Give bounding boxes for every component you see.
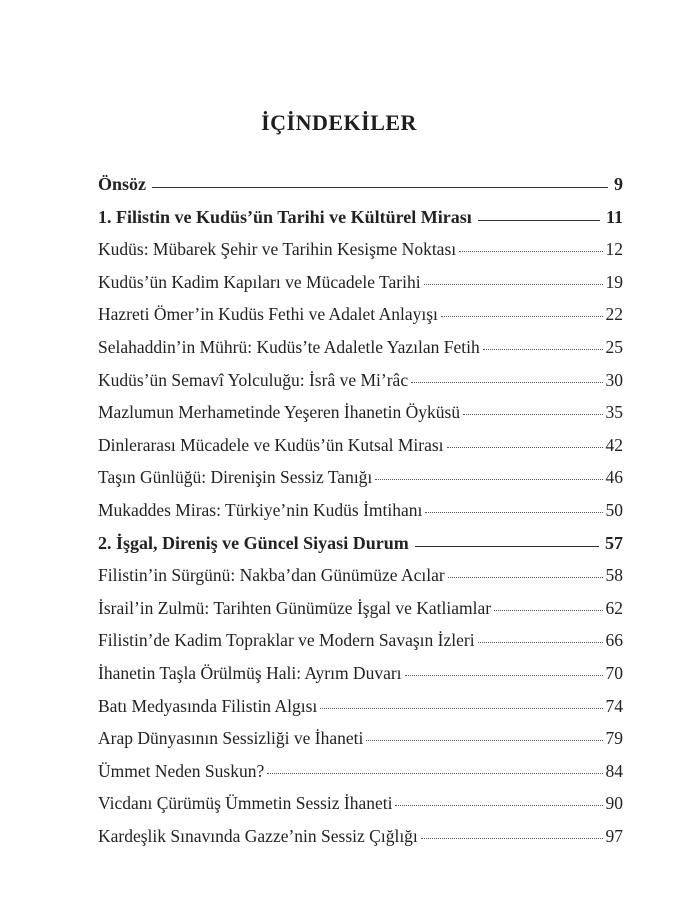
toc-entry-label: Vicdanı Çürümüş Ümmetin Sessiz İhaneti [98, 793, 393, 814]
toc-leader-dots [366, 740, 602, 741]
toc-leader-dots [425, 512, 602, 513]
toc-entry-label: 2. İşgal, Direniş ve Güncel Siyasi Durum [98, 532, 409, 553]
toc-entry [98, 761, 623, 794]
toc-leader-dots [463, 414, 602, 415]
toc-entry-label: Mazlumun Merhametinde Yeşeren İhanetin Öyküsü [98, 402, 461, 423]
toc-entry [98, 696, 623, 729]
toc-leader-dots [421, 838, 603, 839]
toc-entry-label: Dinlerarası Mücadele ve Kudüs’ün Kutsal Mirası [98, 434, 444, 455]
toc-entry-page: 70 [605, 662, 623, 683]
toc-entry-label: Ümmet Neden Suskun? [98, 760, 265, 781]
toc-entry-onsoz [98, 174, 623, 207]
toc-entry [98, 304, 623, 337]
toc-entry-page: 22 [605, 304, 623, 325]
toc-leader-dots [483, 349, 603, 350]
toc-entry [98, 500, 623, 533]
toc-leader-dots [267, 773, 602, 774]
toc-entry-page: 19 [605, 271, 623, 292]
toc-entry-label: Taşın Günlüğü: Direnişin Sessiz Tanığı [98, 467, 373, 488]
toc-leader-line [415, 546, 599, 547]
toc-entry [98, 370, 623, 403]
toc-entry-label: Kardeşlik Sınavında Gazze’nin Sessiz Çığlığı [98, 825, 418, 846]
toc-entry [98, 598, 623, 631]
toc-entry-label: Filistin’in Sürgünü: Nakba’dan Günümüze Acılar [98, 565, 445, 586]
toc-entry [98, 402, 623, 435]
toc-entry-page: 62 [605, 597, 623, 618]
toc-entry-page: 97 [605, 825, 623, 846]
toc-leader-dots [375, 479, 602, 480]
toc-entry-label: Selahaddin’in Mührü: Kudüs’te Adaletle Yazılan Fetih [98, 336, 480, 357]
toc-entry-label: İsrail’in Zulmü: Tarihten Günümüze İşgal ve Katliamlar [98, 597, 492, 618]
toc-entry-page: 58 [605, 565, 623, 586]
toc-entry-label: Arap Dünyasının Sessizliği ve İhaneti [98, 728, 364, 749]
toc-leader-dots [320, 708, 602, 709]
page-title: İÇİNDEKİLER [261, 110, 417, 135]
toc-entry [98, 565, 623, 598]
toc-entry-chapter-2 [98, 533, 623, 566]
toc-entry-page: 35 [605, 402, 623, 423]
toc-entry [98, 728, 623, 761]
toc-entry [98, 793, 623, 826]
toc-entry-label: Kudüs: Mübarek Şehir ve Tarihin Kesişme Noktası [98, 239, 457, 260]
toc-entry-label: İhanetin Taşla Örülmüş Hali: Ayrım Duvarı [98, 662, 402, 683]
toc-leader-dots [424, 284, 603, 285]
toc-entry-page: 79 [605, 728, 623, 749]
toc-entry-page: 46 [605, 467, 623, 488]
toc-leader-line [478, 220, 600, 221]
toc-entry [98, 630, 623, 663]
toc-entry-label: 1. Filistin ve Kudüs’ün Tarihi ve Kültürel Mirası [98, 206, 472, 227]
toc-leader-dots [478, 642, 603, 643]
toc-entry-label: Filistin’de Kadim Topraklar ve Modern Savaşın İzleri [98, 630, 475, 651]
toc-leader-line [152, 187, 608, 188]
toc-entry-page: 50 [605, 499, 623, 520]
toc-leader-dots [447, 447, 603, 448]
toc-leader-dots [411, 382, 602, 383]
toc-entry-page: 66 [605, 630, 623, 651]
toc-entry [98, 239, 623, 272]
toc-entry-page: 25 [605, 336, 623, 357]
toc-entry [98, 272, 623, 305]
toc-leader-dots [441, 316, 603, 317]
toc-entry-label: Mukaddes Miras: Türkiye’nin Kudüs İmtihanı [98, 499, 423, 520]
toc-entry-page: 74 [605, 695, 623, 716]
toc-entry-page: 12 [605, 239, 623, 260]
toc-leader-dots [395, 805, 602, 806]
toc-leader-dots [405, 675, 603, 676]
toc-leader-dots [494, 610, 602, 611]
toc-entry-label: Önsöz [98, 174, 147, 194]
toc-entry-page: 30 [605, 369, 623, 390]
toc-entry-page: 9 [614, 174, 623, 194]
toc-entry-page: 57 [605, 532, 623, 553]
toc-leader-dots [459, 251, 602, 252]
toc-entry-page: 90 [605, 793, 623, 814]
table-of-contents [98, 174, 623, 858]
toc-entry-label: Kudüs’ün Kadim Kapıları ve Mücadele Tarihi [98, 271, 421, 292]
toc-entry [98, 663, 623, 696]
toc-entry-page: 84 [605, 760, 623, 781]
toc-leader-dots [448, 577, 603, 578]
toc-entry-page: 11 [605, 206, 623, 227]
toc-entry [98, 337, 623, 370]
toc-entry [98, 826, 623, 859]
toc-entry-label: Hazreti Ömer’in Kudüs Fethi ve Adalet Anlayışı [98, 304, 438, 325]
toc-entry [98, 435, 623, 468]
toc-entry-page: 42 [605, 434, 623, 455]
toc-entry-label: Kudüs’ün Semavî Yolculuğu: İsrâ ve Mi’râc [98, 369, 409, 390]
toc-entry-chapter-1 [98, 207, 623, 240]
toc-entry [98, 467, 623, 500]
toc-entry-label: Batı Medyasında Filistin Algısı [98, 695, 318, 716]
